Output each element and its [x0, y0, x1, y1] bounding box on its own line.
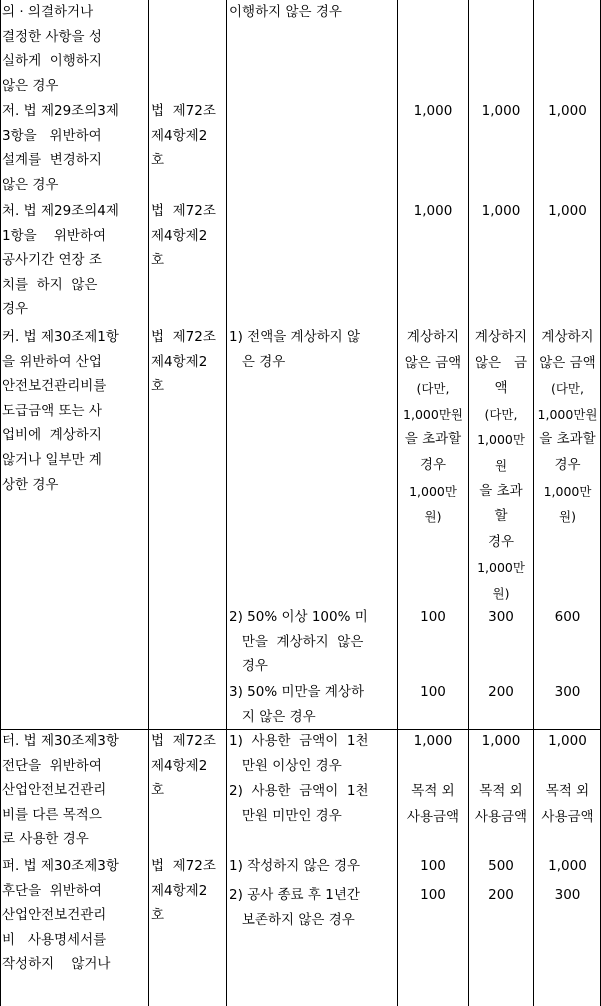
penalty-second: 1,000	[481, 203, 521, 219]
text-line: 전단을 위반하여	[2, 757, 102, 774]
text-line: 작성하지 않거나	[2, 956, 111, 973]
violation-cell-top	[2, 0, 148, 98]
text-line: 제4항제2	[151, 127, 208, 144]
text-line: 의 · 의결하거나	[2, 4, 94, 20]
text-line: (다만,	[550, 381, 584, 397]
table-column-divider	[148, 0, 149, 1006]
text-line: 1,000만	[409, 483, 457, 499]
text-line: (다만,	[484, 406, 518, 422]
violation-cell-peo	[2, 854, 148, 977]
text-line: 처. 법 제29조의4제	[2, 203, 119, 219]
condition-keo-1	[229, 325, 397, 374]
text-line: 않은 경우	[2, 77, 59, 94]
text-line: 원)	[559, 509, 576, 525]
text-line: 목적 외	[479, 783, 523, 799]
violation-cell-teo	[2, 729, 148, 852]
text-line: 비를 다른 목적으	[2, 806, 102, 823]
text-line: 호	[151, 378, 165, 395]
text-line: 보존하지 않은 경우	[229, 911, 355, 928]
text-line: 경우	[2, 301, 29, 318]
text-line: 설계를 변경하지	[2, 152, 102, 169]
text-line: 터. 법 제30조제3항	[2, 733, 119, 749]
text-line: 비 사용명세서를	[2, 931, 107, 948]
text-line: 을 위반하여 산업	[2, 353, 102, 370]
penalty-second: 300	[488, 609, 514, 625]
penalty-third: 1,000	[548, 103, 587, 119]
text-line: 않거나 일부만 계	[2, 451, 102, 468]
text-line: 커. 법 제30조제1항	[2, 329, 119, 345]
condition-teo-1	[229, 729, 397, 778]
text-line: 호	[151, 782, 165, 799]
penalty-first: 100	[420, 609, 446, 625]
text-line: 계상하지	[406, 329, 460, 345]
penalty-first: 1,000	[413, 103, 453, 119]
penalty-first: 100	[420, 858, 446, 874]
text-line: 1,000만	[477, 432, 525, 448]
text-line: 1,000만	[477, 560, 525, 576]
text-line: 사용금액	[406, 808, 460, 825]
text-line: 퍼. 법 제30조제3항	[2, 858, 119, 874]
violation-cell-jeo	[2, 99, 148, 197]
penalty-second	[468, 325, 534, 607]
text-line: 만원 미만인 경우	[229, 807, 342, 824]
text-line: 을 초과	[479, 482, 523, 499]
penalty-second: 1,000	[481, 733, 521, 749]
text-line: 후단을 위반하여	[2, 882, 102, 899]
penalty-second: 500	[488, 858, 514, 874]
text-line: 2) 공사 종료 후 1년간	[229, 887, 360, 903]
text-line: 원	[494, 457, 508, 473]
text-line: 제4항제2	[151, 227, 208, 244]
penalty-first: 1,000	[413, 203, 453, 219]
text-line: (다만,	[416, 381, 450, 397]
penalty-third	[534, 325, 601, 530]
penalty-first: 1,000	[413, 733, 453, 749]
text-line: 사용금액	[474, 808, 528, 825]
text-line: 경우	[554, 456, 581, 473]
penalty-first: 100	[420, 887, 446, 903]
text-line: 경우	[487, 533, 515, 550]
legal-basis-peo	[151, 854, 224, 928]
condition-peo-2	[229, 883, 397, 932]
text-line: 할	[494, 508, 508, 525]
text-line: 치를 하지 않은	[2, 276, 98, 293]
text-line: 지 않은 경우	[229, 708, 316, 725]
legal-basis-cheo	[151, 199, 224, 273]
penalty-second: 200	[488, 887, 514, 903]
text-line: 1,000만원	[537, 406, 598, 422]
text-line: 법 제72조	[151, 733, 216, 749]
text-line: 경우	[229, 658, 268, 675]
legal-basis-keo	[151, 325, 224, 399]
text-line: 2) 사용한 금액이 1천	[229, 783, 369, 799]
text-line: 이행하지 않은 경우	[229, 4, 342, 20]
text-line: 안전보건관리비를	[2, 378, 107, 395]
text-line: 법 제72조	[151, 103, 216, 119]
condition-teo-2	[229, 779, 397, 828]
penalty-third: 1,000	[548, 203, 587, 219]
condition-top	[229, 0, 397, 25]
text-line: 을 초과할	[539, 431, 596, 448]
text-line: 제4항제2	[151, 882, 208, 899]
text-line: 원)	[492, 585, 510, 601]
penalty-second: 1,000	[481, 103, 521, 119]
text-line: 목적 외	[411, 783, 455, 799]
penalty-second: 200	[488, 684, 514, 700]
text-line: 1항을 위반하여	[2, 227, 106, 244]
text-line: 경우	[419, 456, 447, 473]
text-line: 않은 금	[475, 354, 527, 371]
condition-peo-1	[229, 854, 397, 879]
text-line: 상한 경우	[2, 476, 59, 493]
condition-keo-3	[229, 680, 397, 729]
text-line: 액	[494, 380, 508, 397]
text-line: 3항을 위반하여	[2, 127, 102, 144]
text-line: 1,000만	[543, 483, 592, 499]
violation-cell-keo	[2, 325, 148, 497]
text-line: 호	[151, 152, 165, 169]
text-line: 을 초과할	[404, 431, 462, 448]
penalty-third: 300	[554, 684, 581, 700]
text-line: 1,000만원	[403, 406, 463, 422]
penalty-third: 600	[554, 609, 581, 625]
table-column-divider	[226, 0, 227, 1006]
text-line: 실하게 이행하지	[2, 53, 102, 70]
text-line: 3) 50% 미만을 계상하	[229, 684, 364, 700]
text-line: 산업안전보건관리	[2, 907, 107, 924]
text-line: 호	[151, 252, 165, 269]
text-line: 만을 계상하지 않은	[229, 633, 364, 650]
text-line: 산업안전보건관리	[2, 782, 107, 799]
penalty-third: 1,000	[548, 858, 587, 874]
penalty-first	[398, 779, 468, 830]
text-line: 법 제72조	[151, 203, 216, 219]
text-line: 저. 법 제29조의3제	[2, 103, 119, 119]
text-line: 않은 금액	[539, 354, 596, 371]
text-line: 사용금액	[541, 808, 594, 825]
text-line: 로 사용한 경우	[2, 831, 89, 848]
text-line: 목적 외	[545, 783, 590, 799]
penalty-second	[468, 779, 534, 830]
text-line: 법 제72조	[151, 858, 216, 874]
legal-basis-jeo	[151, 99, 224, 173]
text-line: 은 경우	[229, 353, 286, 370]
text-line: 만원 이상인 경우	[229, 757, 342, 774]
text-line: 결정한 사항을 성	[2, 28, 102, 45]
penalty-third: 300	[554, 887, 581, 903]
text-line: 1) 작성하지 않은 경우	[229, 858, 361, 874]
text-line: 법 제72조	[151, 329, 216, 345]
violation-cell-cheo	[2, 199, 148, 322]
penalty-third	[534, 779, 601, 830]
text-line: 1) 사용한 금액이 1천	[229, 733, 369, 749]
condition-keo-2	[229, 605, 397, 679]
text-line: 1) 전액을 계상하지 않	[229, 329, 361, 345]
text-line: 원)	[424, 509, 442, 525]
legal-basis-teo	[151, 729, 224, 803]
text-line: 도급금액 또는 사	[2, 402, 102, 419]
text-line: 공사기간 연장 조	[2, 252, 102, 269]
text-line: 않은 금액	[404, 354, 462, 371]
text-line: 호	[151, 907, 165, 924]
penalty-first	[398, 325, 468, 530]
table-border-left	[0, 0, 1, 1006]
text-line: 제4항제2	[151, 353, 208, 370]
penalty-third: 1,000	[548, 733, 587, 749]
text-line: 계상하지	[474, 329, 528, 345]
penalty-first: 100	[420, 684, 446, 700]
text-line: 계상하지	[541, 329, 594, 345]
text-line: 업비에 계상하지	[2, 427, 102, 444]
text-line: 2) 50% 이상 100% 미	[229, 609, 368, 625]
text-line: 않은 경우	[2, 176, 59, 193]
text-line: 제4항제2	[151, 757, 208, 774]
